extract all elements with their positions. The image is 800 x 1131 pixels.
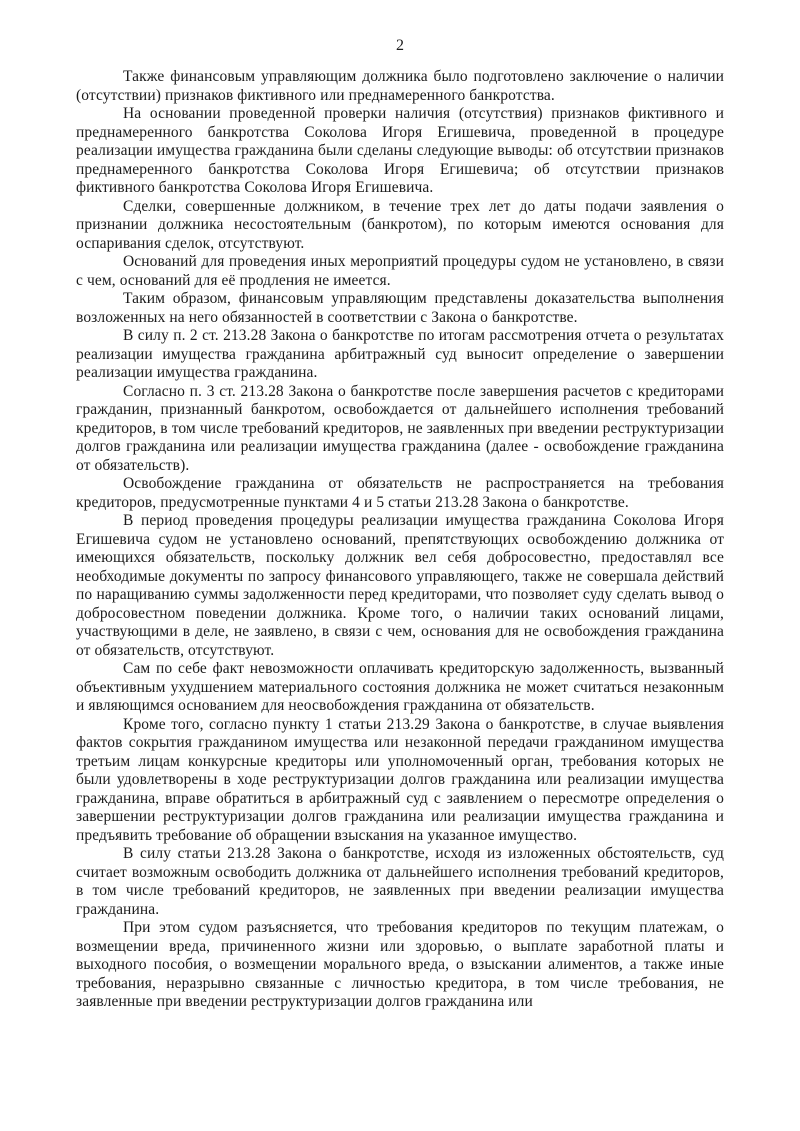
paragraph-article-213-28-p3: Согласно п. 3 ст. 213.28 Закона о банкротстве после завершения расчетов с кредиторами гражданин, признанный банкротом, освобождается от дальнейшего исполнения требований кредиторов, в том числе требований кредиторов, не заявленных при введении реструктуризации долгов гражданина или реализации имущества гражданина (далее - освобождение гражданина от обязательств). — [76, 382, 724, 474]
paragraph-good-faith-conduct: В период проведения процедуры реализации имущества гражданина Соколова Игоря Егишевича судом не установлено оснований, препятствующих освобождению должника от имеющихся обязательств, поскольку должник вел себя добросовестно, предоставлял все необходимые документы по запросу финансового управляющего, также не совершала действий по наращиванию суммы задолженности перед кредиторами, что позволяет суду сделать вывод о добросовестном поведении должника. Кроме того, о наличии таких оснований лицами, участвующими в деле, не заявлено, в связи с чем, основания для не освобождения гражданина от обязательств, отсутствуют. — [76, 512, 724, 659]
paragraph-inability-to-pay: Сам по себе факт невозможности оплачивать кредиторскую задолженность, вызванный объективным ухудшением материального состояния должника не может считаться незаконным и являющимся основанием для неосвобождения гражданина от обязательств. — [76, 660, 724, 714]
paragraph-conclusion-prepared: Также финансовым управляющим должника было подготовлено заключение о наличии (отсутствии) признаков фиктивного или преднамеренного банкротства. — [76, 68, 724, 104]
document-text-body — [76, 68, 724, 1012]
paragraph-article-213-29: Кроме того, согласно пункту 1 статьи 213.29 Закона о банкротстве, в случае выявления фактов сокрытия гражданином имущества или незаконной передачи гражданином имущества третьим лицам конкурсные кредиторы или уполномоченный орган, требования которых не были удовлетворены в ходе реструктуризации долгов гражданина или реализации имущества гражданина, вправе обратиться в арбитражный суд с заявлением о пересмотре определения о завершении реструктуризации долгов гражданина или реализации имущества гражданина и предъявить требование об обращении взыскания на указанное имущество. — [76, 715, 724, 844]
paragraph-inspection-results: На основании проведенной проверки наличия (отсутствия) признаков фиктивного и преднамеренного банкротства Соколова Игоря Егишевича, проведенной в процедуре реализации имущества гражданина были сделаны следующие выводы: об отсутствии признаков преднамеренного банкротства Соколова Игоря Егишевича; об отсутствии признаков фиктивного банкротства Соколова Игоря Егишевича. — [76, 105, 724, 196]
paragraph-release-exceptions: Освобождение гражданина от обязательств не распространяется на требования кредиторов, предусмотренные пунктами 4 и 5 статьи 213.28 Закона о банкротстве. — [76, 475, 724, 511]
paragraph-article-213-28-p2: В силу п. 2 ст. 213.28 Закона о банкротстве по итогам рассмотрения отчета о результатах реализации имущества гражданина арбитражный суд выносит определение о завершении реализации имущества гражданина. — [76, 327, 724, 381]
paragraph-court-clarification: При этом судом разъясняется, что требования кредиторов по текущим платежам, о возмещении вреда, причиненного жизни или здоровью, о выплате заработной платы и выходного пособия, о возмещении морального вреда, о взыскании алиментов, а также иные требования, неразрывно связанные с личностью кредитора, в том числе требования, не заявленные при введении реструктуризации долгов гражданина или — [76, 919, 724, 1010]
page-number: 2 — [396, 37, 404, 54]
paragraph-transactions: Сделки, совершенные должником, в течение трех лет до даты подачи заявления о признании должника несостоятельным (банкротом), по которым имеются основания для оспаривания сделок, отсутствуют. — [76, 197, 724, 252]
paragraph-court-decision-release: В силу статьи 213.28 Закона о банкротстве, исходя из изложенных обстоятельств, суд считает возможным освободить должника от дальнейшего исполнения требований кредиторов, в том числе требований кредиторов, не заявленных при введении реализации имущества гражданина. — [76, 845, 724, 918]
paragraph-duties-fulfilled: Таким образом, финансовым управляющим представлены доказательства выполнения возложенных на него обязанностей в соответствии с Закона о банкротстве. — [76, 290, 724, 326]
paragraph-no-grounds-extension: Оснований для проведения иных мероприятий процедуры судом не установлено, в связи с чем, оснований для её продления не имеется. — [76, 253, 724, 289]
